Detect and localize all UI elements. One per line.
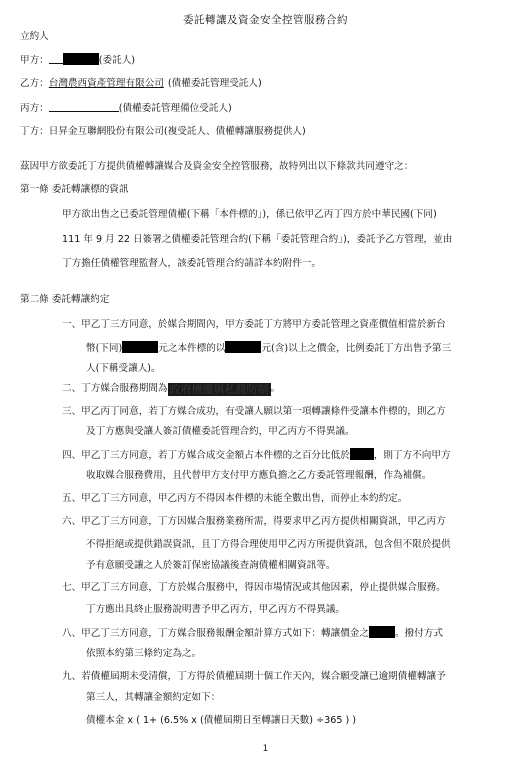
clause-line: 三、甲乙丙丁同意，若丁方媒合成功，有受讓人願以第一項轉讓條件受讓本件標的，則乙方	[62, 406, 446, 417]
clause-line: 及丁方應與受讓人簽訂債權委託管理合約，甲乙丙方不得異議。	[86, 426, 355, 437]
party-ding: 丁方：日昇金互聯網股份有限公司(複受託人、債權轉讓服務提供人)	[20, 126, 306, 137]
clause-line: 收取媒合服務費用，且代替甲方支付甲方應負擔之乙方委託管理報酬，作為補償。	[86, 470, 432, 481]
party-bing: 丙方： (債權委託管理備位受託人)	[20, 103, 232, 114]
redaction-box	[350, 448, 374, 460]
formula-line: 債權本金 x ( 1+ (6.5% x (債權屆期日至轉讓日天數) ÷365 ) )	[86, 715, 357, 726]
clause-line: 不得拒絕或提供錯誤資訊，且丁方得合理使用甲乙丙方所提供資訊，包含但不限於提供	[86, 539, 451, 550]
clause-line: 幣(下同) 元之本件標的以 元(含)以上之價金，比例委託丁方出售予第三	[86, 343, 452, 354]
blank-line	[49, 101, 119, 112]
redaction-box	[122, 341, 158, 353]
redaction-box: 政府機關與私錢防制	[169, 383, 269, 396]
redaction-box	[369, 626, 395, 638]
blank-line	[49, 53, 63, 64]
article1-line: 丁方擔任債權管理監督人，該委託管理合約請詳本約附件一。	[62, 258, 322, 269]
document-title: 委託轉讓及資金安全控管服務合約	[183, 14, 348, 26]
page-number: 1	[262, 744, 269, 754]
parties-heading: 立約人	[20, 31, 49, 42]
redaction-box	[225, 341, 261, 353]
clause-line: 第三人，其轉讓金額約定如下：	[86, 692, 221, 703]
clause-line: 人(下稱受讓人)。	[86, 363, 161, 374]
clause-line: 七、甲乙丁三方同意，丁方於媒合服務中，得因市場情況或其他因素，停止提供媒合服務。	[62, 582, 446, 593]
clause-line: 九、若債權屆期未受清償，丁方得於債權屆期十個工作天內，媒合願受讓已逾期債權轉讓予	[62, 671, 446, 682]
intro-paragraph: 茲因甲方欲委託丁方提供債權轉讓媒合及資金安全控管服務，故特列出以下條款共同遵守之：	[20, 161, 414, 172]
clause-line: 四、甲乙丁三方同意，若丁方媒合成交金額占本件標的之百分比低於 ，則丁方不向甲方	[62, 450, 451, 461]
party-jia: 甲方： (委託人)	[20, 55, 136, 66]
article1-heading: 第一條 委託轉讓標的資訊	[20, 184, 129, 195]
clause-line: 六、甲乙丁三方同意，丁方因媒合服務業務所需，得要求甲乙丙方提供相關資訊，甲乙丙方	[62, 516, 446, 527]
clause-line: 丁方應出具終止服務說明書予甲乙丙方，甲乙丙方不得異議。	[86, 604, 346, 615]
clause-line: 予有意願受讓之人於簽訂保密協議後查詢債權相關資訊等。	[86, 560, 336, 571]
clause-line: 五、甲乙丁三方同意，甲乙丙方不得因本件標的未能全數出售，而停止本約約定。	[62, 493, 408, 504]
clause-line: 八、甲乙丁三方同意，丁方媒合服務報酬金額計算方式如下：轉讓價金之 。撥付方式	[62, 628, 443, 639]
clause-line: 依照本約第三條約定為之。	[86, 648, 202, 659]
article1-line: 111 年 9 月 22 日簽署之債權委託管理合約(下稱「委託管理合約」)，委託予乙方管理，並由	[62, 234, 453, 245]
clause-line: 二、丁方媒合服務期間為 政府機關與私錢防制 。	[62, 383, 281, 396]
party-yi: 乙方：台灣農西資產管理有限公司 (債權委託管理受託人)	[20, 78, 262, 89]
redaction-box	[63, 53, 99, 65]
article2-heading: 第二條 委託轉讓約定	[20, 294, 110, 305]
clause-line: 一、甲乙丁三方同意，於媒合期間內，甲方委託丁方將甲方委託管理之資產價值相當於新台	[62, 319, 446, 330]
article1-line: 甲方欲出售之已委託管理債權(下稱「本件標的」)，係已依甲乙丙丁四方於中華民國(下同)	[62, 209, 437, 220]
